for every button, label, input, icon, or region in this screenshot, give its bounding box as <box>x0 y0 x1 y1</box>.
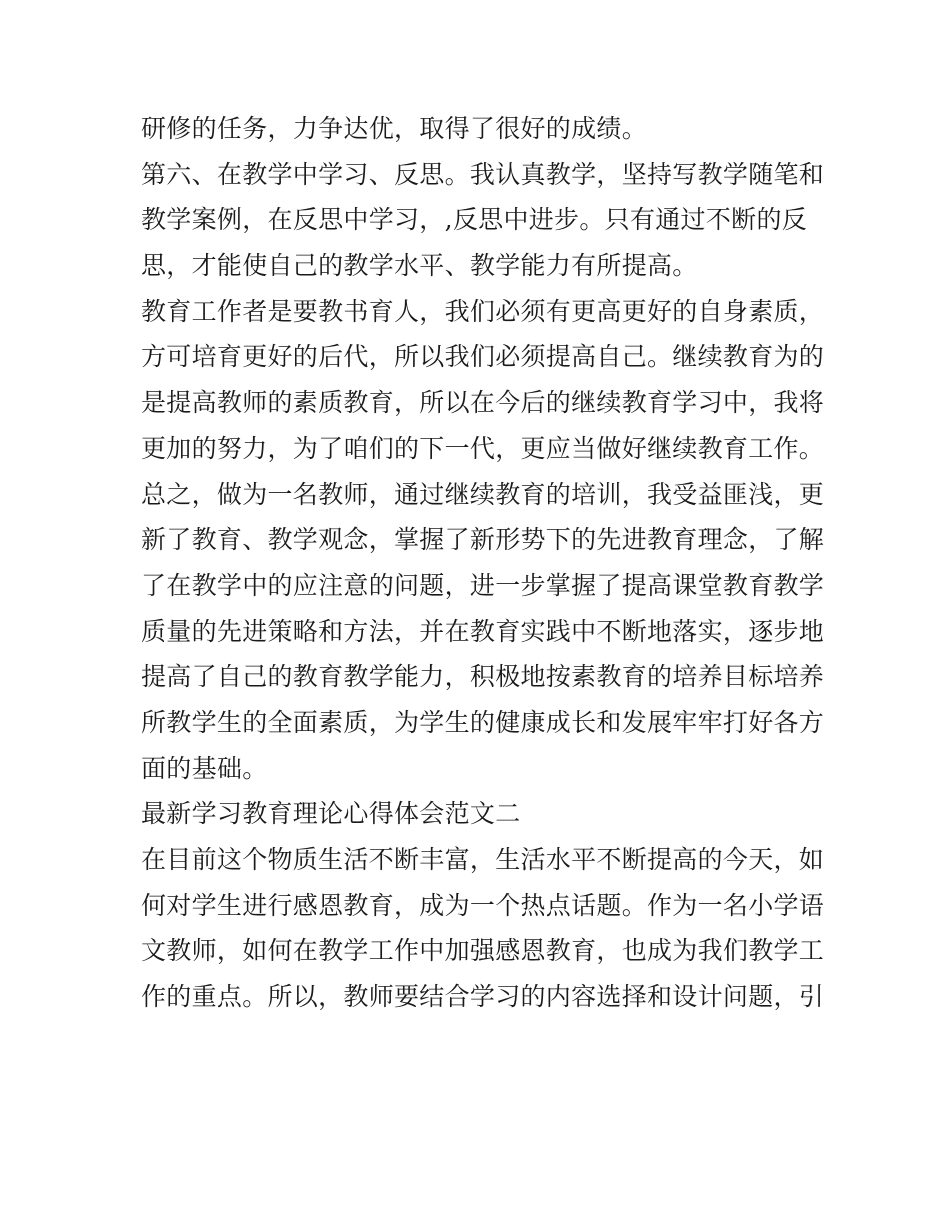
text-line: 所教学生的全面素质，为学生的健康成长和发展牢牢打好各方 <box>141 707 825 737</box>
text-line: 质量的先进策略和方法，并在教育实践中不断地落实，逐步地 <box>141 616 825 646</box>
text-line: 了在教学中的应注意的问题，进一步掌握了提高课堂教育教学 <box>141 570 825 600</box>
text-line: 提高了自己的教育教学能力，积极地按素教育的培养目标培养 <box>141 662 825 692</box>
section-heading: 最新学习教育理论心得体会范文二 <box>141 799 521 829</box>
text-line: 第六、在教学中学习、反思。我认真教学，坚持写教学随笔和 <box>141 159 825 189</box>
text-line: 文教师，如何在教学工作中加强感恩教育，也成为我们教学工 <box>141 936 825 966</box>
text-line: 面的基础。 <box>141 753 268 783</box>
text-line: 方可培育更好的后代，所以我们必须提高自己。继续教育为的 <box>141 342 825 372</box>
text-line: 在目前这个物质生活不断丰富，生活水平不断提高的今天，如 <box>141 845 825 874</box>
text-line: 更加的努力，为了咱们的下一代，更应当做好继续教育工作。 <box>141 433 825 463</box>
text-line: 研修的任务，力争达优，取得了很好的成绩。 <box>141 114 648 143</box>
text-line: 何对学生进行感恩教育，成为一个热点话题。作为一名小学语 <box>141 890 825 920</box>
text-line: 是提高教师的素质教育，所以在今后的继续教育学习中，我将 <box>141 388 825 418</box>
text-line: 思，才能使自己的教学水平、教学能力有所提高。 <box>141 251 698 281</box>
document-body <box>141 106 825 1020</box>
text-line: 作的重点。所以，教师要结合学习的内容选择和设计问题，引 <box>141 982 825 1012</box>
text-line: 新了教育、教学观念，掌握了新形势下的先进教育理念，了解 <box>141 525 825 555</box>
text-line: 教学案例，在反思中学习，,反思中进步。只有通过不断的反 <box>141 205 808 235</box>
text-line: 教育工作者是要教书育人，我们必须有更高更好的自身素质， <box>141 296 825 326</box>
text-line: 总之，做为一名教师，通过继续教育的培训，我受益匪浅，更 <box>141 479 825 509</box>
